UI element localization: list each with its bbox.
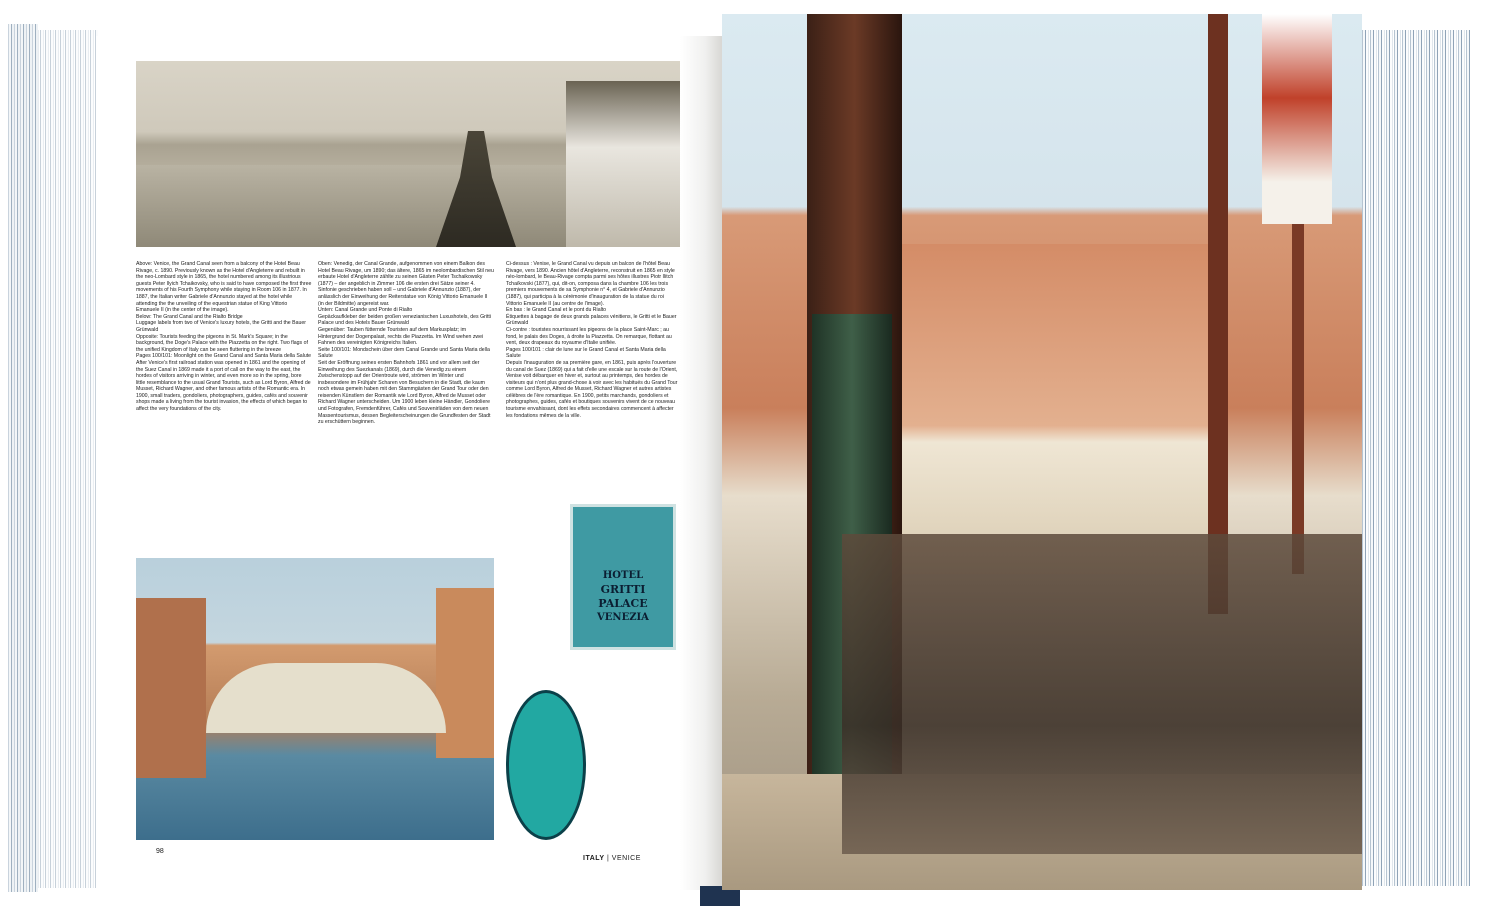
caption-french: Ci-dessus : Venise, le Grand Canal vu depuis un balcon de l'hôtel Beau Rivage, vers 1890. Ancien hôtel d'Angleterre, reconstruit en 1865 en style néo-lombard, le Beau-Rivage compta parmi ses hôtes illustres Piotr Ilitch Tchaïkovski (1877), qui, dit-on, composa dans la chambre 106 les trois premiers mouvements de sa Symphonie n° 4, et Gabriele d'Annunzio (1887), qui participa à la cérémonie d'inauguration de la statue du roi Vittorio Emanuele II (au centre de l'image). En bas : le Grand Canal et le pont du Rialto Étiquettes à bagage de deux grands palaces vénitiens, le Gritti et le Bauer Grünwald Ci-contre : touristes nourrissant les pigeons de la place Saint-Marc ; au fond, le palais des Doges, à droite la Piazzetta. On remarque, flottant au vent, deux drapeaux du royaume d'Italie unifiée. Pages 100/101 : clair de lune sur le Grand Canal et Santa Maria della Salute Depuis l'inauguration de sa première gare, en 1861, puis après l'ouverture du canal de Suez (1869) qui a fait d'elle une escale sur la route de l'Orient, Venise voit débarquer en hiver et, surtout au printemps, des hordes de visiteurs qui n'ont plus grand-chose à voir avec les habitués du Grand Tour comme Lord Byron, Alfred de Musset, Richard Wagner et autres artistes célèbres de l'ère romantique. En 1900, petits marchands, gondoliers et photographes, guides, cafés et boutiques souvenirs vivent de ce nouveau tourisme envahissant, dont les effets secondaires commencent à affecter les fondations mêmes de la ville. [506,261,678,419]
photo-rialto-bridge [136,558,494,840]
tourists-feeding-pigeons [842,534,1362,854]
book-gutter [680,36,722,890]
gritti-label-name: GRITTI PALACE [598,583,648,610]
flagpole [1208,14,1228,614]
building-left [136,598,206,778]
page-number: 98 [156,848,164,855]
right-page-stack [1360,30,1470,886]
doges-palace [872,244,1222,574]
running-head-city: VENICE [611,855,641,862]
caption-english: Above: Venice, the Grand Canal seen from a balcony of the Hotel Beau Rivage, c. 1890. Previously known as the Hotel d'Angleterre and rebuilt in the neo-Lombard style in 1865, the hotel numbered among its illustrious guests Peter Ilyich Tchaikovsky, who is said to have composed the first three movements of his Fourth Symphony while staying in Room 106 in 1877. In 1887, the Italian writer Gabriele d'Annunzio stayed at the hotel while attending the the unveiling of the equestrian statue of King Vittorio Emanuele II (in the center of the image). Below: The Grand Canal and the Rialto Bridge Luggage labels from two of Venice's luxury hotels, the Gritti and the Bauer Grünwald Opposite: Tourists feeding the pigeons in St. Mark's Square; in the background, the Doge's Palace with the Piazzetta on the right. Two flags of the unified Kingdom of Italy can be seen fluttering in the breeze Pages 100/101: Moonlight on the Grand Canal and Santa Maria della Salute After Venice's first railroad station was opened in 1861 and the opening of the Suez Canal in 1869 made it a port of call on the way to the east, the hordes of visitors arriving in winter, and even more so in the spring, bore little resemblance to the usual Grand Tourists, such as Lord Byron, Alfred de Musset, Richard Wagner, and other famous artists of the Romantic era. In 1900, small traders, gondoliers, photographers, guides, cafés and souvenir shops made a living from the tourist invasion, the effects of which began to affect the very foundations of the city. [136,261,312,413]
gritti-label-city: VENEZIA [597,612,649,623]
gritti-label-hotel: HOTEL [602,570,644,581]
caption-german: Oben: Venedig, der Canal Grande, aufgenommen von einem Balkon des Hotel Beau Rivage, um 1890; das ältere, 1865 im neolombardischen Stil neu erbaute Hotel d'Angleterre zählte zu seinen Gästen Peter Tschaikowsky (1877) – der angeblich in Zimmer 106 die ersten drei Sätze seiner 4. Sinfonie geschrieben haben soll – und Gabriele d'Annunzio (1887), der anlässlich der Einweihung der Reiterstatue von König Vittorio Emanuele II (in der Bildmitte) angereist war. Unten: Canal Grande und Ponte di Rialto Gepäckaufkleber der beiden großen venezianischen Luxushotels, des Gritti Palace und des Hotels Bauer Grünwald Gegenüber: Tauben fütternde Touristen auf dem Markusplatz; im Hintergrund der Dogenpalast, rechts die Piazzetta. Im Wind wehen zwei Fahnen des vereinigten Königreichs Italien. Seite 100/101: Mondschein über dem Canal Grande und Santa Maria della Salute Seit der Eröffnung seines ersten Bahnhofs 1861 und vor allem seit der Einweihung des Suezkanals (1869), durch die Venedig zu einem Zwischenstopp auf der Orientroute wird, strömen im Winter und insbesondere im Frühjahr Scharen von Besuchern in die Stadt, die kaum noch etwas gemein haben mit den Stammgästen der Grand Tour oder den reisenden Künstlern der Romantik wie Lord Byron, Alfred de Musset oder Richard Wagner unterscheiden. Um 1900 leben kleine Händler, Gondoliere und Fotografen, Fremdenführer, Cafés und Souvenirläden von dem neuen Massentourismus, dessen Begleiterscheinungen die Grundfesten der Stadt zu erschüttern beginnen. [318,261,494,426]
running-head [583,855,641,862]
photo-st-marks-square [722,14,1362,890]
running-head-country: ITALY [583,855,605,862]
rialto-bridge [206,663,446,733]
bauer-grunwald-luggage-label [506,690,586,840]
left-page-stack [8,24,38,892]
photo-grand-canal-balcony [136,61,680,247]
italian-flag [1262,14,1332,224]
left-page-stack-inner [38,30,98,888]
running-head-separator: | [607,855,610,862]
woman-on-balcony [566,81,680,247]
gritti-palace-luggage-label [570,504,676,650]
